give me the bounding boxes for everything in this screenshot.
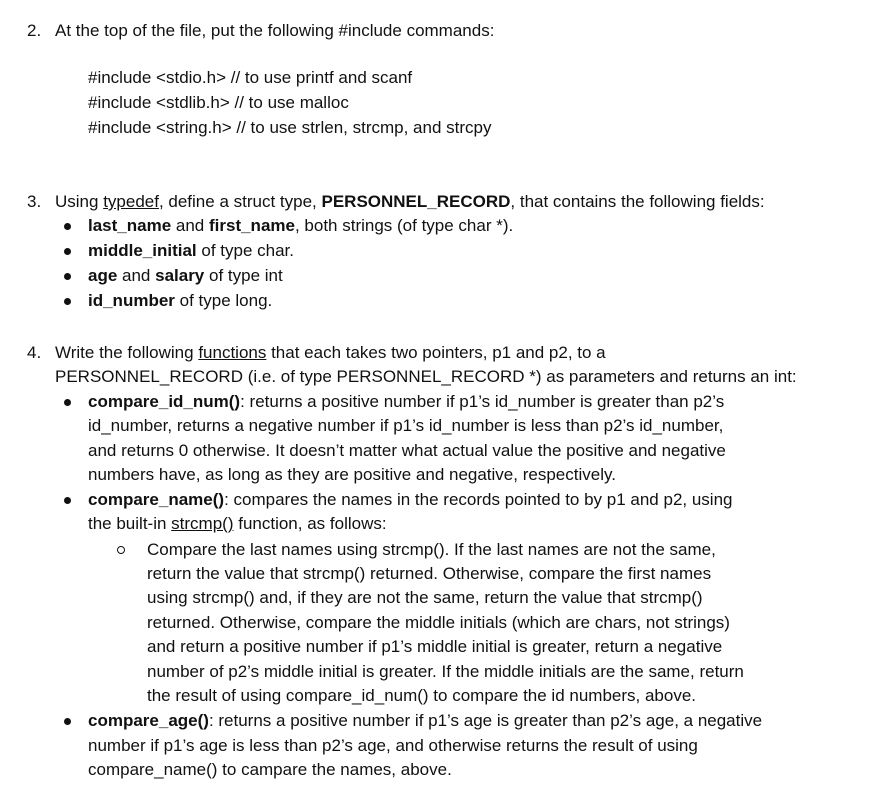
sub-line-7: the result of using compare_id_num() to compare the id numbers, above. <box>147 686 697 705</box>
compare-age-line-1 <box>88 710 762 732</box>
compare-name-text-2: the built-in <box>88 514 172 533</box>
field-last-name: last_name <box>88 216 172 235</box>
field-text: and <box>171 216 209 235</box>
field-age-salary <box>88 265 283 287</box>
bullet-icon <box>64 273 71 280</box>
sub-line-4: returned. Otherwise, compare the middle initials (which are chars, not strings) <box>147 613 730 632</box>
strcmp-link[interactable]: strcmp() <box>171 514 234 533</box>
compare-age-line-3: compare_name() to campare the names, above. <box>88 760 452 779</box>
step-4-intro-line-2: PERSONNEL_RECORD (i.e. of type PERSONNEL_RECORD *) as parameters and returns an int: <box>55 367 797 386</box>
step-3-intro-text-2: , define a struct type, <box>158 192 322 211</box>
field-text: , both strings (of type char *). <box>294 216 514 235</box>
include-stdio: #include <stdio.h> // to use printf and scanf <box>88 68 413 87</box>
step-3-intro <box>55 191 765 213</box>
compare-id-text: : returns a positive number if p1’s id_number is greater than p2’s <box>240 392 725 411</box>
compare-name-name: compare_name() <box>88 490 225 509</box>
compare-id-num-name: compare_id_num() <box>88 392 241 411</box>
step-4-intro <box>55 342 606 364</box>
compare-id-line-4: numbers have, as long as they are positive and negative, respectively. <box>88 465 616 484</box>
field-first-name: first_name <box>208 216 295 235</box>
struct-name: PERSONNEL_RECORD <box>321 192 511 211</box>
field-text: of type char. <box>196 241 294 260</box>
compare-name-text: : compares the names in the records pointed to by p1 and p2, using <box>224 490 733 509</box>
step-4-intro-text-2: that each takes two pointers, p1 and p2, to a <box>266 343 606 362</box>
step-2-number: 2. <box>27 21 42 40</box>
field-names <box>88 215 513 237</box>
bullet-icon <box>64 248 71 255</box>
field-text: and <box>117 266 156 285</box>
compare-name-line-2 <box>88 513 387 535</box>
compare-age-name: compare_age() <box>88 711 209 730</box>
field-middle-initial <box>88 240 294 262</box>
bullet-icon <box>64 399 71 406</box>
compare-id-line-3: and returns 0 otherwise. It doesn’t matter what actual value the positive and negative <box>88 441 726 460</box>
compare-id-line-2: id_number, returns a negative number if p1’s id_number is less than p2’s id_number, <box>88 416 724 435</box>
field-middle-initial-name: middle_initial <box>88 241 197 260</box>
sub-line-6: number of p2’s middle initial is greater. If the middle initials are the same, return <box>147 662 744 681</box>
sub-line-1: Compare the last names using strcmp(). If the last names are not the same, <box>147 540 716 559</box>
step-4-intro-text: Write the following <box>55 343 199 362</box>
field-age: age <box>88 266 118 285</box>
functions-link[interactable]: functions <box>198 343 267 362</box>
compare-age-text: : returns a positive number if p1’s age is greater than p2’s age, a negative <box>208 711 763 730</box>
compare-age-line-2: number if p1’s age is less than p2’s age, and otherwise returns the result of using <box>88 736 698 755</box>
bullet-icon <box>64 497 71 504</box>
compare-id-line-1 <box>88 391 724 413</box>
bullet-icon <box>64 298 71 305</box>
step-3-intro-text-3: , that contains the following fields: <box>510 192 765 211</box>
bullet-icon <box>64 718 71 725</box>
step-2-text: At the top of the file, put the following #include commands: <box>55 21 495 40</box>
sub-line-5: and return a positive number if p1’s middle initial is greater, return a negative <box>147 637 723 656</box>
sub-line-2: return the value that strcmp() returned. Otherwise, compare the first names <box>147 564 712 583</box>
field-salary: salary <box>155 266 205 285</box>
field-text: of type int <box>204 266 283 285</box>
typedef-link[interactable]: typedef <box>103 192 159 211</box>
step-3-intro-text: Using <box>55 192 104 211</box>
sub-bullet-icon <box>117 546 125 554</box>
compare-name-text-3: function, as follows: <box>233 514 387 533</box>
step-3-number: 3. <box>27 192 42 211</box>
compare-name-line-1 <box>88 489 733 511</box>
field-text: of type long. <box>174 291 273 310</box>
include-stdlib: #include <stdlib.h> // to use malloc <box>88 93 349 112</box>
step-4-number: 4. <box>27 343 42 362</box>
sub-line-3: using strcmp() and, if they are not the same, return the value that strcmp() <box>147 588 703 607</box>
bullet-icon <box>64 223 71 230</box>
field-id-number-name: id_number <box>88 291 175 310</box>
field-id-number <box>88 290 272 312</box>
include-string: #include <string.h> // to use strlen, strcmp, and strcpy <box>88 118 492 137</box>
